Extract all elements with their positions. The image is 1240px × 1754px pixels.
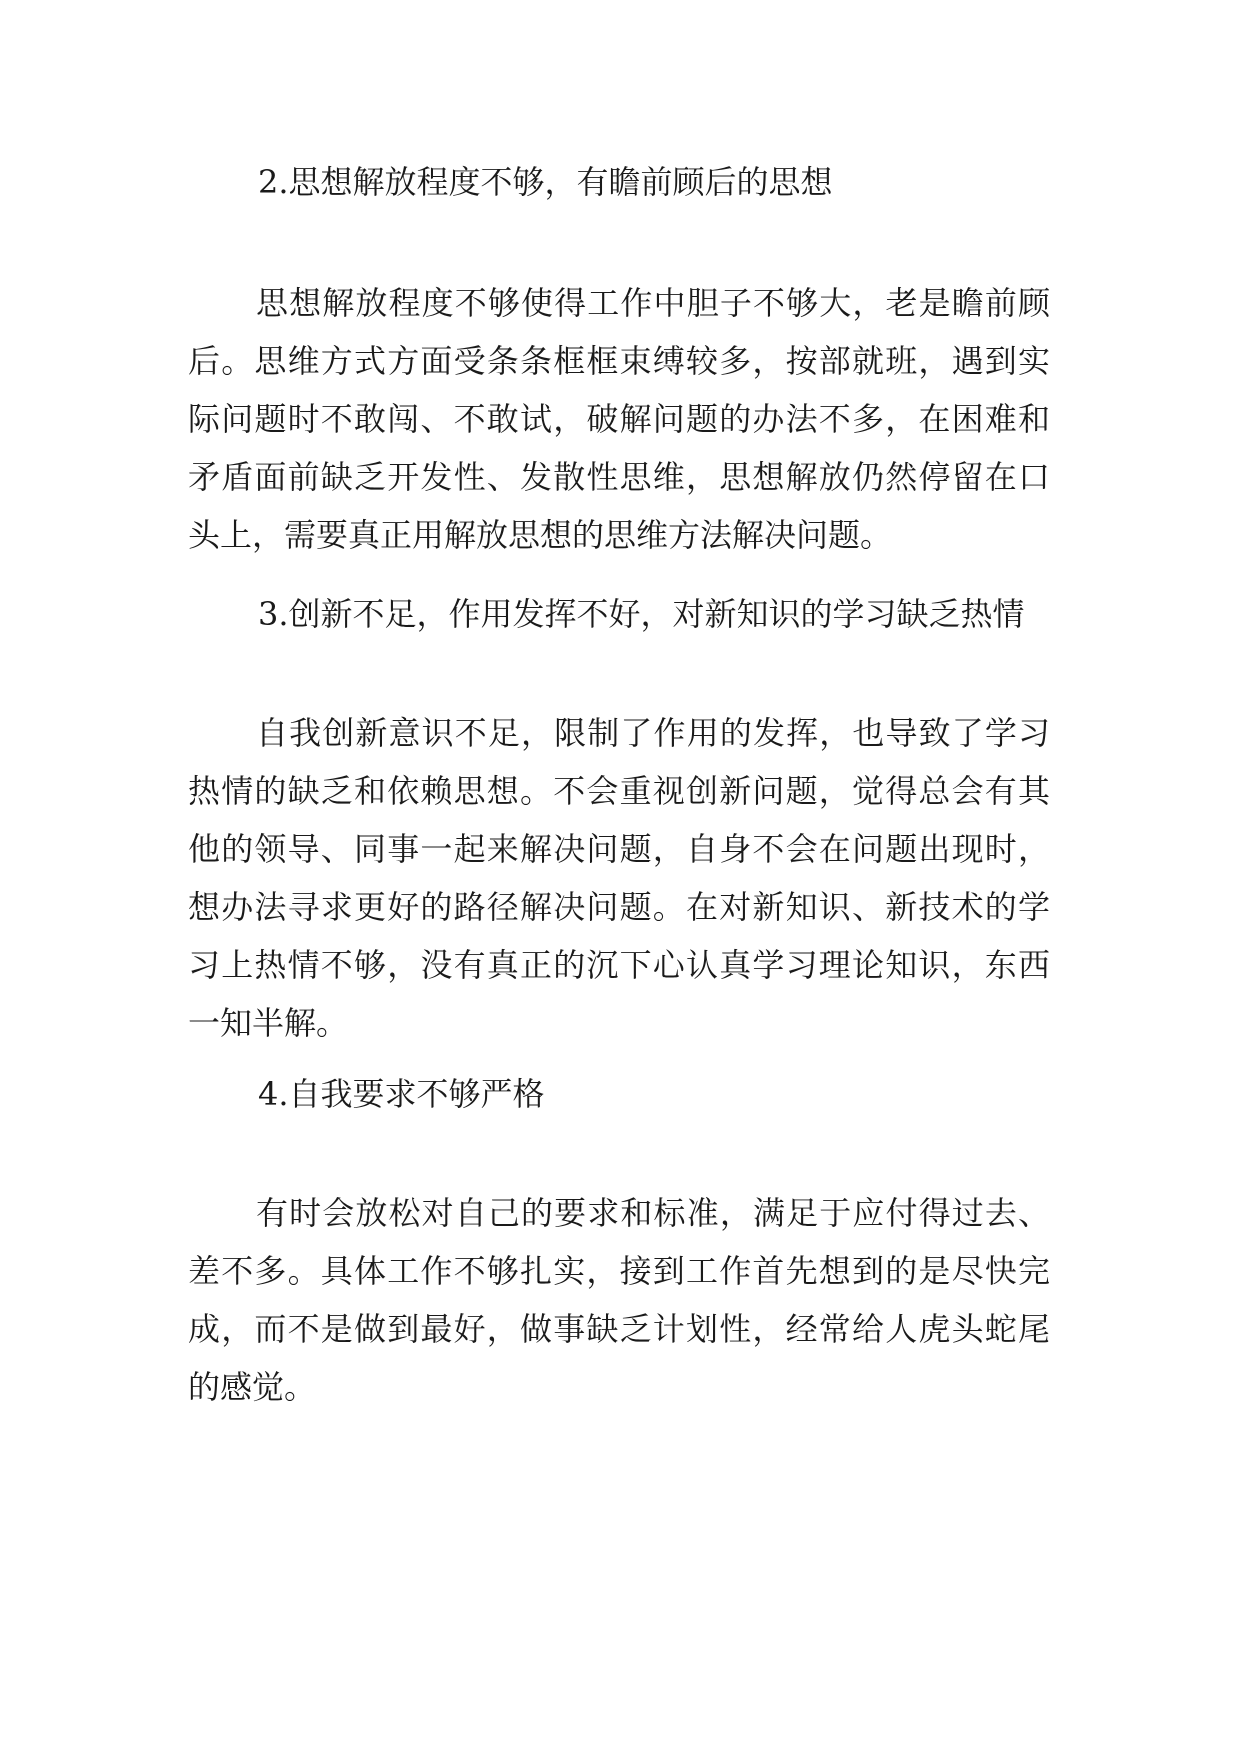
section-heading-3: 3.创新不足，作用发挥不好，对新知识的学习缺乏热情 (258, 595, 1025, 633)
section-heading-2: 2.思想解放程度不够，有瞻前顾后的思想 (258, 163, 833, 201)
section-paragraph-2: 思想解放程度不够使得工作中胆子不够大，老是瞻前顾后。思维方式方面受条条框框束缚较多，按部就班，遇到实际问题时不敢闯、不敢试，破解问题的办法不多，在困难和矛盾面前缺乏开发性、发散性思维，思想解放仍然停留在口头上，需要真正用解放思想的思维方法解决问题。 (188, 284, 1050, 554)
section-heading-4: 4.自我要求不够严格 (258, 1075, 545, 1113)
section-paragraph-3: 自我创新意识不足，限制了作用的发挥，也导致了学习热情的缺乏和依赖思想。不会重视创新问题，觉得总会有其他的领导、同事一起来解决问题，自身不会在问题出现时，想办法寻求更好的路径解决问题。在对新知识、新技术的学习上热情不够，没有真正的沉下心认真学习理论知识，东西一知半解。 (188, 714, 1050, 1042)
section-paragraph-4: 有时会放松对自己的要求和标准，满足于应付得过去、差不多。具体工作不够扎实，接到工作首先想到的是尽快完成，而不是做到最好，做事缺乏计划性，经常给人虎头蛇尾的感觉。 (188, 1194, 1050, 1406)
